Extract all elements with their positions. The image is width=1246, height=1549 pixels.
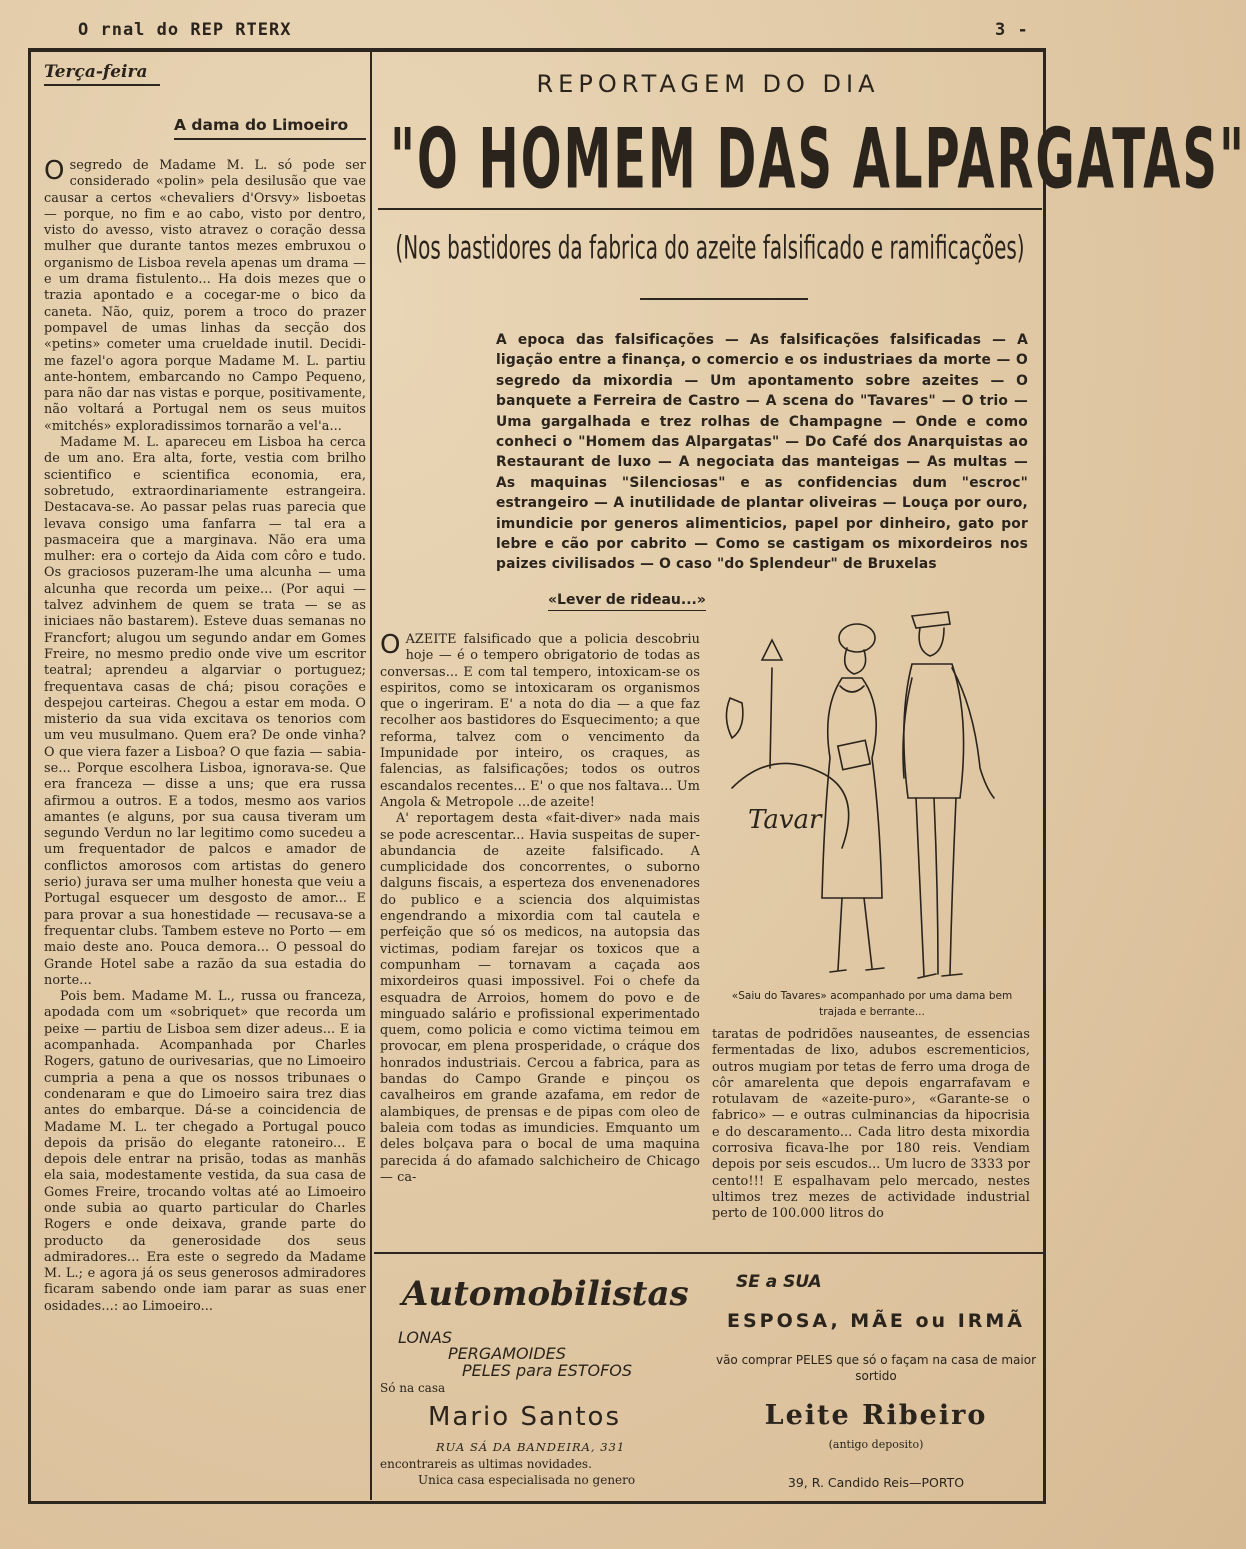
- dropcap: O: [380, 630, 401, 660]
- ad-shop-name: Mario Santos: [428, 1402, 622, 1432]
- handbag: [838, 740, 870, 769]
- man-trouser: [916, 798, 924, 976]
- section-title-lever: «Lever de rideau...»: [548, 592, 706, 611]
- trouser-crease: [934, 798, 938, 974]
- man-hat: [912, 612, 950, 628]
- fur-collar: [840, 686, 864, 692]
- paragraph-text: AZEITE falsificado que a policia descobriu hoje — é o tempero obrigatorio de todas as conversas... E com tal tempero, intoxicam-se os espiritos, como se intoxicaram os organismos que o ingeriram. E' a nota do dia — a que faz recolher aos bastidores do Esquecimento; a que reforma, talvez com o vencimento da Impunidade por inteiro, os craques, as falencias, as falsificações; todos os outros escandalos recentes... E' o que nos faltava... Um Angola & Metropole ...de azeite!: [380, 632, 700, 810]
- ad-line: LONAS: [398, 1328, 453, 1347]
- ad-leite-ribeiro: [712, 1260, 1040, 1500]
- ad-line: encontrareis as ultimas novidades.: [380, 1457, 592, 1471]
- woman-hat: [839, 624, 875, 652]
- woman-leg: [838, 898, 842, 970]
- page-number: 3 -: [995, 20, 1029, 40]
- paragraph: A' reportagem desta «fait-diver» nada mais se pode acrescentar... Havia suspeitas de super-abundancia de azeite falsificado. A cumplicidade dos concorrentes, o suborno dalguns fiscais, a esperteza dos envenenadores do publico e a sciencia dos alquimistas engendrando a mixordia com tal cautela e perfeição que só os medicos, na autopsia das victimas, podiam farejar os toxicos que a compunham — tornavam a caçada aos mixordeiros quasi impossivel. Foi o chefe da esquadra de Arroios, homem do povo e de minguado salário e profissional experimentado quem, como policia e como victima teimou em provocar, em plena prosperidade, o cráque dos honrados industriais. Cercou a fabrica, para as bandas do Campo Grande e pinçou os cavalheiros em grande azafama, em redor de alambiques, de prensas e de pipas com oleo de baleia com todas as imundicies. Emquanto um deles bolçava para o bocal de uma maquina parecida á do afamado salchicheiro de Chicago — ca-: [380, 811, 700, 1185]
- bust: [726, 698, 742, 738]
- article-title-dama: A dama do Limoeiro: [174, 116, 366, 140]
- ad-line: vão comprar PELES que só o façam na casa de maior sortido: [715, 1353, 1037, 1383]
- story-column: [380, 632, 700, 1186]
- story-summary: A epoca das falsificações — As falsificações falsificadas — A ligação entre a finança, o comercio e os industriaes da morte — O segredo da mixordia — Um apontamento sobre azeites — O banquete a Ferreira de Castro — A scena do "Tavares" — O trio — Uma gargalhada e trez rolhas de Champagne — Onde e como conheci o "Homem das Alpargatas" — Do Café dos Anarquistas ao Restaurant de luxo — A negociata das manteigas — As multas — As maquinas "Silenciosas" e as confidencias dum "escroc" estrangeiro — A inutilidade de plantar oliveiras — Louça por ouro, imundicie por generos alimenticios, papel por dinheiro, gato por lebre e cão por cabrito — Como se castigam os mixordeiros nos paizes civilisados — O caso "do Splendeur" de Bruxelas: [496, 332, 1028, 573]
- day-label: Terça-feira: [44, 62, 160, 86]
- paragraph: Madame M. L. apareceu em Lisboa ha cerca de um ano. Era alta, forte, vestia com brilho scientifico e scientifica economia, era, sobretudo, extraordinariamente estrangeira. Destacava-se. Ao passar pelas ruas parecia que levava consigo uma fanfarra — tal era a pasmaceira que a marginava. Não era uma mulher: era o cortejo da Aida com côro e tudo. Os graciosos puzeram-lhe uma alcunha — uma alcunha que recorda um peixe... (Por aqui — talvez advinhem de quem se trata — se as iniciaes não bastarem). Esteve duas semanas no Francfort; alugou um segundo andar em Gomes Freire, no mesmo predio onde vive um escritor teatral; aprendeu a algarviar o portuguez; frequentava casas de chá; pisou corações e despejou carteiras. Chegou a estar em moda. O misterio da sua vida excitava os tenorios com um veu musulmano. Quem era? De onde vinha? O que viera fazer a Lisboa? O que fazia — sabia-se... Porque escolhera Lisboa, ignorava-se. Que era franceza — disse a uns; que era russa afirmou a outros. E a todos, mesmo aos varios amantes (e alguns, por sua causa tiveram um segundo Verdun no lar legitimo como sucedeu a um frequentador de palcos e amador de conflictos amorosos com artistas do genero serio) jurava ser uma mulher honesta que veiu a Portugal esquecer um desgosto de amor... E para provar a sua honestidade — recusava-se a frequentar clubs. Tambem esteve no Porto — em maio deste ano. Pouca demora... O pessoal do Grande Hotel sabe a razão da sua estadia do norte...: [44, 435, 366, 988]
- woman-coat: [822, 678, 882, 898]
- woman-leg: [864, 898, 872, 968]
- man-trouser: [950, 798, 956, 974]
- divider: [378, 208, 1042, 210]
- ad-address: 39, R. Candido Reis—PORTO: [787, 1475, 965, 1490]
- ad-line: PERGAMOIDES: [448, 1344, 566, 1363]
- column-rule: [370, 50, 372, 1500]
- subheadline: (Nos bastidores da fabrica do azeite falsificado e ramificações): [395, 228, 1025, 267]
- ad-line: Unica casa especialisada no genero: [418, 1473, 636, 1487]
- lamp-post: [770, 668, 772, 768]
- ad-headline: Automobilistas: [402, 1274, 689, 1314]
- man-jacket: [904, 664, 964, 798]
- ad-shop-name: Leite Ribeiro: [764, 1400, 988, 1431]
- tavares-sign: Tavar: [748, 805, 822, 835]
- ad-line: PELES para ESTOFOS: [462, 1361, 633, 1380]
- paragraph: [44, 158, 366, 435]
- shoe: [918, 974, 936, 978]
- ad-line: Só na casa: [380, 1381, 446, 1395]
- paragraph: [380, 632, 700, 811]
- ad-address: RUA SÁ DA BANDEIRA, 331: [436, 1440, 626, 1454]
- article-body-dama: [44, 158, 366, 1315]
- ad-divider: [374, 1252, 1044, 1254]
- ad-automobilistas: [380, 1260, 710, 1500]
- ad-headline: ESPOSA, MÃE ou IRMÃ: [726, 1310, 1026, 1332]
- paragraph: Pois bem. Madame M. L., russa ou franceza, apodada com um «sobriquet» que recorda um peixe — partiu de Lisboa sem dizer adeus... E ia acompanhada. Acompanhada por Charles Rogers, gatuno de ourivesarias, que no Limoeiro cumpria a pena a que os nossos tribunaes o condenaram e que do Limoeiro saira trez dias antes do embarque. Dá-se a coincidencia de Madame M. L. ter chegado a Portugal pouco depois da prisão do elegante ratoneiro... E depois dele entrar na prisão, todas as manhãs ela saia, modestamente vestida, da sua casa de Gomes Freire, trocando voltas até ao Limoeiro onde subia ao quarto particular do Charles Rogers e onde deixava, grande parte do producto da generosidade dos seus admiradores... Era este o segredo da Madame M. L.; e agora já os seus generosos admiradores ficaram sabendo onde iam parar as suas ener osidades...: ao Limoeiro...: [44, 989, 366, 1314]
- main-headline: "O HOMEM DAS ALPARGATAS": [390, 112, 1246, 209]
- shoe: [942, 974, 962, 976]
- paragraph-text: segredo de Madame M. L. só pode ser considerado «polin» pela desilusão que vae causar a certos «chevaliers d'Orsvy» lisboetas — porque, no fim e ao cabo, visto por dentro, visto do avesso, visto atravez o coração dessa mulher que durante tantos mezes embruxou o organismo de Lisboa revela apenas um drama — e um drama fistulento... Ha dois mezes que o trazia apontado e a cocegar-me o bico da caneta. Não, quiz, porem a troco do prazer pompavel de umas linhas da secção dos «petins» cometer uma crueldade inutil. Decidi-me fazel'o agora porque Madame M. L. partiu ante-hontem, embarcando no Campo Pequeno, para não dar nas vistas e porque, positivamente, não voltará a Portugal nem os seus muitos «mitchés» exploradissimos tornarão a vel'a...: [44, 158, 366, 434]
- newspaper-title: O rnal do REP RTERX: [78, 20, 292, 40]
- divider: [640, 298, 808, 300]
- ad-note: (antigo deposito): [828, 1438, 924, 1451]
- fashion-illustration: [712, 598, 1042, 1018]
- story-continuation: taratas de podridões nauseantes, de essencias fermentadas de lixo, adubos escrementicios, outros mugiam por tetas de ferro uma droga de côr amarelenta que depois engarrafavam e rotulavam de «azeite-puro», «Garante-se o fabrico» — e outras culminancias da hipocrisia e do descaramento... Cada litro desta mixordia corrosiva ficava-lhe por 180 reis. Vendiam depois por seis escudos... Um lucro de 3333 por cento!!! E espalhavam pelo mercado, nestes ultimos trez mezes de actividade industrial perto de 100.000 litros do: [712, 1027, 1030, 1222]
- section-kicker: REPORTAGEM DO DIA: [536, 70, 880, 98]
- man-face: [919, 628, 944, 656]
- masthead: [0, 14, 1100, 44]
- left-column: [44, 62, 366, 1315]
- ad-line: SE a SUA: [736, 1272, 822, 1292]
- shoe: [866, 968, 884, 970]
- lamp: [762, 640, 782, 660]
- shoe: [830, 970, 846, 972]
- dropcap: O: [44, 156, 65, 186]
- illustration-caption: «Saiu do Tavares» acompanhado por uma dama bem trajada e berrante...: [731, 990, 1013, 1018]
